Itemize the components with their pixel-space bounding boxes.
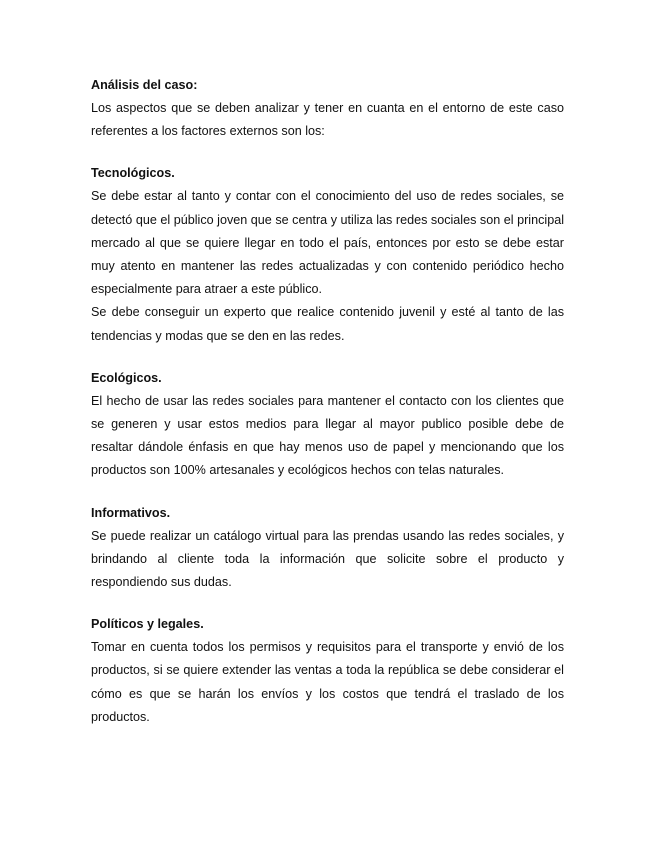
- section-politicos-legales: [91, 613, 564, 729]
- section-heading: Análisis del caso:: [91, 78, 198, 92]
- section-heading: Ecológicos.: [91, 370, 162, 385]
- section-heading: Informativos.: [91, 505, 171, 520]
- section-informativos: [91, 502, 564, 595]
- section-paragraph: Se debe estar al tanto y contar con el conocimiento del uso de redes sociales, se detectó que el público joven que se centra y utiliza las redes sociales son el principal mercado al que se quiere llegar en todo el país, entonces por esto se debe estar muy atento en mantener las redes actualizadas y con contenido periódico hecho especialmente para atraer a este público.: [91, 189, 564, 297]
- document-page: [91, 74, 564, 748]
- section-paragraph: Se puede realizar un catálogo virtual para las prendas usando las redes sociales, y brindando al cliente toda la información que solicite sobre el producto y respondiendo sus dudas.: [91, 528, 564, 590]
- section-tecnologicos: [91, 162, 564, 347]
- section-paragraph: El hecho de usar las redes sociales para mantener el contacto con los clientes que se generen y usar estos medios para llegar al mayor publico posible debe de resaltar dándole énfasis en que hay menos uso de papel y mencionando que los productos son 100% artesanales y ecológicos hechos con telas naturales.: [91, 393, 564, 478]
- section-paragraph: Los aspectos que se deben analizar y tener en cuanta en el entorno de este caso referentes a los factores externos son los:: [91, 101, 564, 139]
- section-paragraph: Tomar en cuenta todos los permisos y requisitos para el transporte y envió de los productos, si se quiere extender las ventas a toda la república se debe considerar el cómo es que se harán los envíos y los costos que tendrá el traslado de los productos.: [91, 640, 564, 724]
- section-ecologicos: [91, 367, 564, 483]
- section-analisis: [91, 74, 564, 143]
- section-paragraph: Se debe conseguir un experto que realice contenido juvenil y esté al tanto de las tendencias y modas que se den en las redes.: [91, 305, 564, 343]
- section-heading: Políticos y legales.: [91, 617, 204, 632]
- section-heading: Tecnológicos.: [91, 166, 175, 181]
